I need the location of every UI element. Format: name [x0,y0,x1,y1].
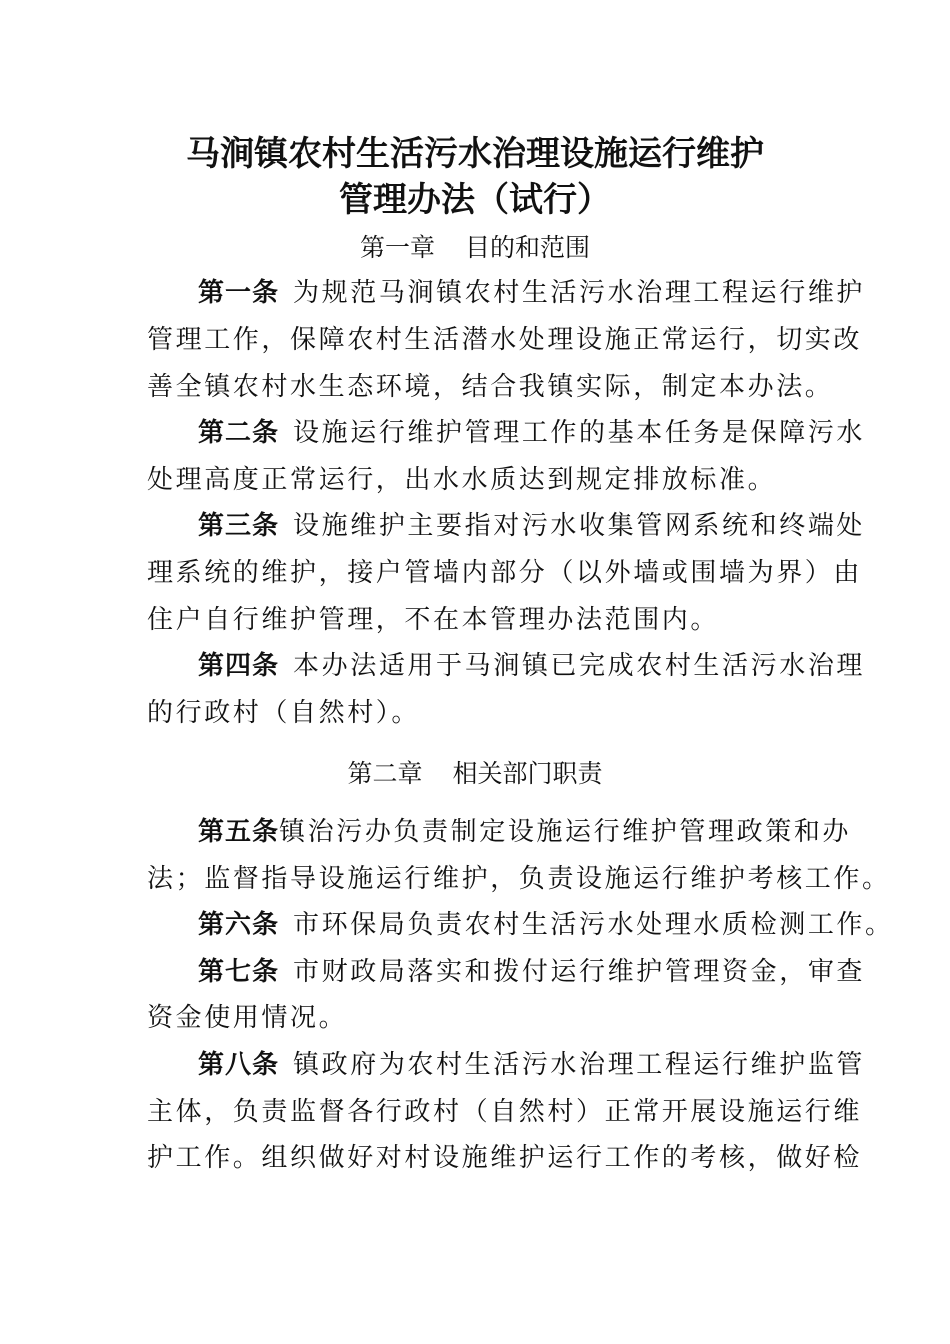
article-1-label: 第一条 [198,278,280,308]
article-5-line-2: 法；监督指导设施运行维护，负责设施运行维护考核工作。 [147,864,891,894]
document-title-line-1: 马涧镇农村生活污水治理设施运行维护 [186,134,764,174]
article-6-label: 第六条 [198,910,280,940]
article-2-label: 第二条 [198,418,280,448]
article-7-line-1: 第七条 市财政局落实和拨付运行维护管理资金，审查 [198,957,866,987]
article-1-line-1: 第一条 为规范马涧镇农村生活污水治理工程运行维护 [198,278,866,308]
article-8-line-3: 护工作。组织做好对村设施维护运行工作的考核，做好检 [147,1143,863,1173]
article-7-label: 第七条 [198,957,280,987]
article-8-line-2: 主体，负责监督各行政村（自然村）正常开展设施运行维 [147,1097,863,1127]
chapter-2-name: 相关部门职责 [452,759,603,788]
article-7-line-2: 资金使用情况。 [147,1003,348,1033]
article-8-line-1: 第八条 镇政府为农村生活污水治理工程运行维护监管 [198,1050,866,1080]
chapter-2-heading [0,758,950,790]
chapter-1-number: 第一章 [359,233,435,262]
article-4-line-2: 的行政村（自然村）。 [147,698,421,728]
article-3-label: 第三条 [198,511,280,541]
article-3-line-1: 第三条 设施维护主要指对污水收集管网系统和终端处 [198,511,866,541]
document-title-line-2: 管理办法（试行） [339,180,611,220]
chapter-2-number: 第二章 [347,759,423,788]
article-3-line-3: 住户自行维护管理，不在本管理办法范围内。 [147,605,720,635]
article-1-line-2: 管理工作，保障农村生活潜水处理设施正常运行，切实改 [147,325,863,355]
chapter-1-heading [0,232,950,264]
article-2-line-1: 第二条 设施运行维护管理工作的基本任务是保障污水 [198,418,866,448]
article-6-line-1: 第六条 市环保局负责农村生活污水处理水质检测工作。 [198,910,894,940]
article-3-line-2: 理系统的维护，接户管墙内部分（以外墙或围墙为界）由 [147,558,863,588]
article-1-line-3: 善全镇农村水生态环境，结合我镇实际，制定本办法。 [147,372,834,402]
article-4-line-1: 第四条 本办法适用于马涧镇已完成农村生活污水治理 [198,651,866,681]
article-2-line-2: 处理高度正常运行，出水水质达到规定排放标准。 [147,465,777,495]
chapter-1-name: 目的和范围 [465,233,591,262]
article-5-line-1: 第五条镇治污办负责制定设施运行维护管理政策和办 [198,817,852,847]
article-5-label: 第五条 [198,817,280,847]
article-4-label: 第四条 [198,651,280,681]
article-8-label: 第八条 [198,1050,280,1080]
